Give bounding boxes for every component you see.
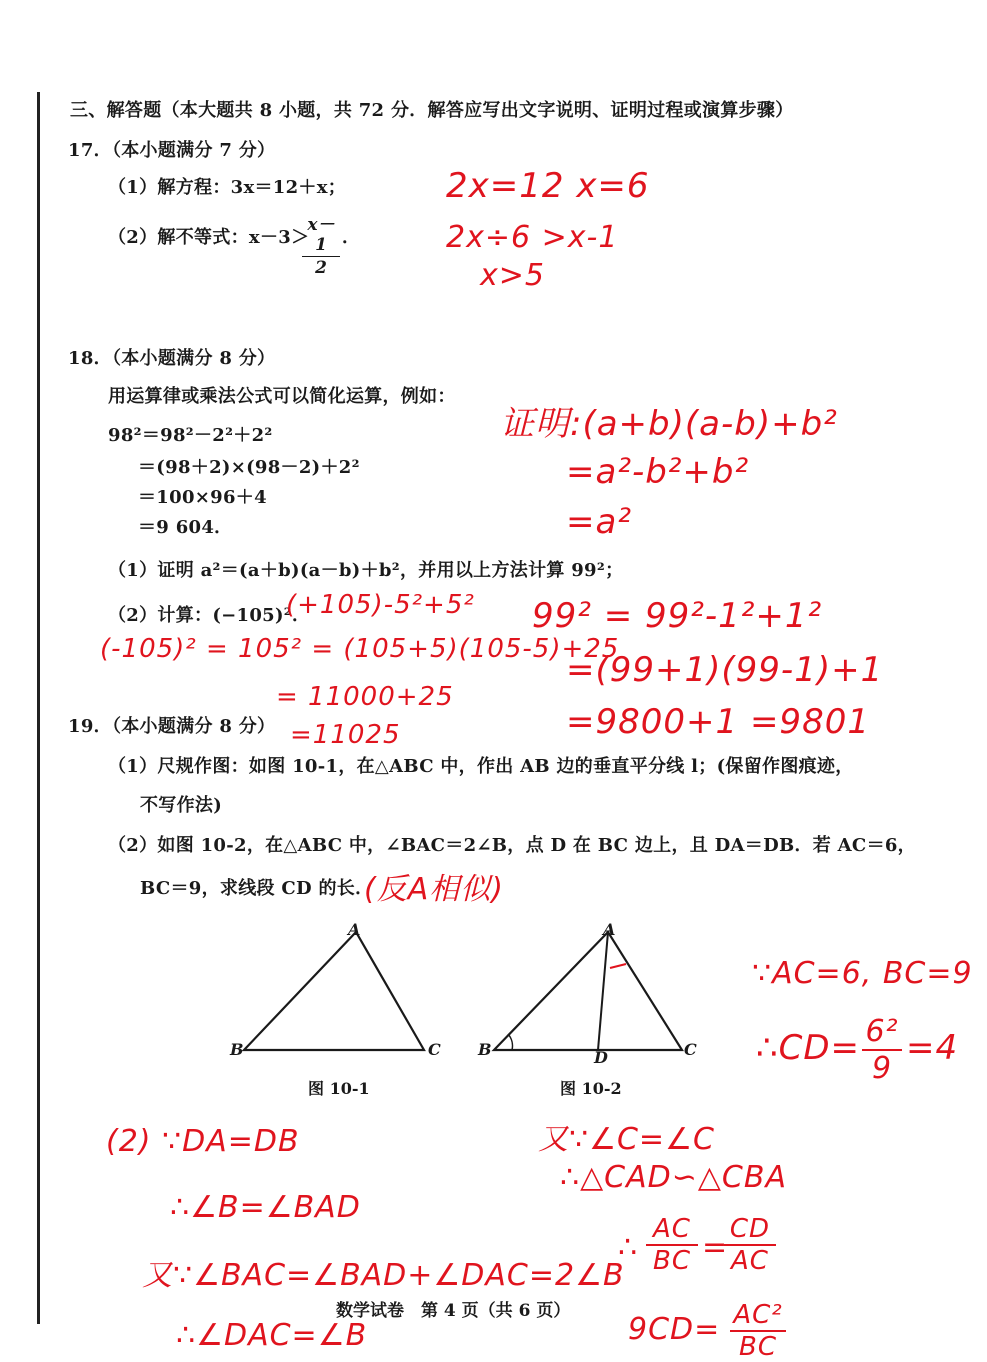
handwriting-final-num: AC² bbox=[733, 1300, 783, 1330]
handwriting-q17-3: x>5 bbox=[480, 258, 545, 293]
question-17-part2-suffix: ． bbox=[342, 227, 361, 248]
handwriting-q19-given: ∵AC=6, BC=9 bbox=[752, 956, 973, 991]
fig2-label-c: C bbox=[684, 1040, 697, 1059]
question-17-fraction bbox=[302, 210, 340, 278]
handwriting-q17-2: 2x÷6 >x-1 bbox=[446, 220, 619, 255]
handwriting-q18-calc-4: =11025 bbox=[290, 720, 401, 750]
question-19-title: 19．（本小题满分 8 分） bbox=[68, 716, 276, 737]
triangle-abc bbox=[244, 932, 424, 1050]
handwriting-ratio-den-2: AC bbox=[731, 1246, 769, 1276]
handwriting-q19-step-3: 又∵∠BAC=∠BAD+∠DAC=2∠B bbox=[142, 1258, 625, 1293]
figure-10-1 bbox=[230, 920, 450, 1070]
handwriting-q19-step-6: ∴△CAD∽△CBA bbox=[560, 1160, 787, 1195]
handwriting-q18-proof-2: =a²-b²+b² bbox=[566, 452, 750, 492]
handwriting-q18-99-1: 99² = 99²-1²+1² bbox=[532, 596, 823, 636]
handwriting-cd-denominator: 9 bbox=[871, 1051, 893, 1086]
figure-10-2 bbox=[480, 920, 700, 1070]
page-footer: 数学试卷 第 4 页（共 6 页） bbox=[336, 1301, 571, 1321]
triangle-abc-2 bbox=[494, 932, 682, 1050]
handwriting-q19-ratio-prefix: ∴ bbox=[618, 1230, 639, 1265]
fig2-caption: 图 10-2 bbox=[560, 1079, 622, 1098]
example-line-4: ＝9 604． bbox=[138, 517, 233, 538]
question-18-part2: （2）计算：(−105)²． bbox=[108, 605, 311, 626]
handwriting-ratio-fraction-2 bbox=[724, 1214, 776, 1276]
handwriting-q19-cd-result: =4 bbox=[906, 1028, 959, 1068]
handwriting-q19-step-2: ∴∠B=∠BAD bbox=[170, 1190, 361, 1225]
handwriting-final-den: BC bbox=[739, 1332, 777, 1362]
handwriting-q18-calc-3: = 11000+25 bbox=[276, 682, 454, 712]
question-19-part1-line1: （1）尺规作图：如图 10-1，在△ABC 中，作出 AB 边的垂直平分线 l；(保留作图痕迹， bbox=[108, 756, 854, 777]
fig1-caption: 图 10-1 bbox=[308, 1079, 370, 1098]
handwriting-q18-99-2: =(99+1)(99-1)+1 bbox=[566, 650, 884, 690]
fig2-label-a: A bbox=[603, 920, 616, 939]
question-18-intro: 用运算律或乘法公式可以简化运算，例如： bbox=[108, 386, 456, 407]
handwriting-q19-final-prefix: 9CD= bbox=[628, 1312, 721, 1347]
fig2-label-d: D bbox=[594, 1048, 608, 1067]
question-17-part1: （1）解方程：3x＝12＋x； bbox=[108, 177, 347, 198]
handwriting-q18-calc-2: (-105)² = 105² = (105+5)(105-5)+25 bbox=[100, 634, 620, 664]
handwriting-ratio-equals: = bbox=[702, 1230, 729, 1265]
fraction-denominator: 2 bbox=[315, 258, 327, 278]
fig2-label-b: B bbox=[478, 1040, 492, 1059]
handwriting-ratio-den-1: BC bbox=[653, 1246, 691, 1276]
example-line-2: ＝(98＋2)×(98－2)＋2² bbox=[138, 457, 360, 478]
handwriting-q18-99-3: =9800+1 =9801 bbox=[566, 702, 870, 742]
handwriting-cd-numerator: 6² bbox=[865, 1014, 899, 1049]
angle-b-mark bbox=[508, 1034, 512, 1050]
fraction-numerator: x－1 bbox=[307, 215, 335, 255]
handwriting-q19-step-5: 又∵∠C=∠C bbox=[538, 1122, 715, 1157]
question-19-part2-line1: （2）如图 10-2，在△ABC 中，∠BAC＝2∠B，点 D 在 BC 边上，且 DA＝DB．若 AC＝6， bbox=[108, 835, 916, 856]
handwriting-ratio-num-2: CD bbox=[729, 1214, 771, 1244]
fraction-bar bbox=[302, 256, 340, 257]
handwriting-q19-note: (反A相似) bbox=[364, 872, 504, 907]
example-line-3: ＝100×96＋4 bbox=[138, 487, 267, 508]
page-margin-line bbox=[37, 92, 40, 1324]
handwriting-q19-step-4: ∴∠DAC=∠B bbox=[176, 1318, 368, 1353]
handwriting-q19-step-1: (2) ∵DA=DB bbox=[106, 1124, 300, 1159]
fig1-label-b: B bbox=[230, 1040, 244, 1059]
question-19-part1-line2: 不写作法) bbox=[140, 795, 223, 816]
handwriting-q17-1: 2x=12 x=6 bbox=[446, 166, 650, 206]
question-19-part2-line2: BC＝9，求线段 CD 的长． bbox=[140, 878, 374, 899]
question-18-title: 18．（本小题满分 8 分） bbox=[68, 348, 276, 369]
question-18-part1: （1）证明 a²＝(a＋b)(a－b)＋b²，并用以上方法计算 99²； bbox=[108, 560, 624, 581]
handwriting-q18-calc-1: (+105)-5²+5² bbox=[286, 590, 475, 620]
example-line-1: 98²＝98²－2²＋2² bbox=[108, 425, 273, 446]
fig1-label-a: A bbox=[348, 920, 361, 939]
fig1-label-c: C bbox=[428, 1040, 441, 1059]
handwriting-q19-cd-prefix: ∴CD= bbox=[756, 1028, 861, 1068]
section-header: 三、解答题（本大题共 8 小题，共 72 分．解答应写出文字说明、证明过程或演算步骤） bbox=[70, 100, 794, 121]
segment-ad bbox=[598, 932, 608, 1050]
question-17-title: 17．（本小题满分 7 分） bbox=[68, 140, 276, 161]
handwriting-ratio-fraction-1 bbox=[646, 1214, 698, 1276]
handwriting-final-fraction bbox=[730, 1300, 786, 1362]
question-17-part2: （2）解不等式：x－3＞ bbox=[108, 227, 310, 248]
handwriting-q19-cd-fraction bbox=[862, 1014, 902, 1086]
handwriting-q18-proof-1: 证明:(a+b)(a-b)+b² bbox=[500, 404, 838, 444]
handwriting-ratio-num-1: AC bbox=[653, 1214, 691, 1244]
angle-a-mark-red bbox=[610, 964, 626, 968]
handwriting-q18-proof-3: =a² bbox=[566, 502, 632, 542]
